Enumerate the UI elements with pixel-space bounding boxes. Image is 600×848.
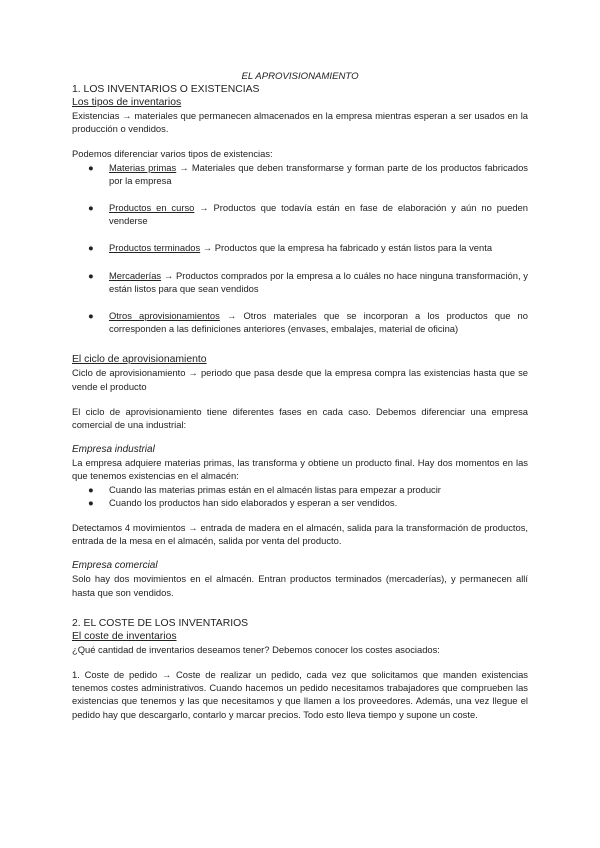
- inventory-types-list: [72, 161, 528, 336]
- comercial-text: Solo hay dos movimientos en el almacén. Entran productos terminados (mercaderías), y permanecen allí hasta que son vendidos.: [72, 573, 528, 598]
- document-page: [72, 70, 528, 721]
- bullet-icon: ●: [88, 496, 94, 508]
- term-description: → Materiales que deben transformarse y forman parte de los productos fabricados por la empresa: [109, 161, 528, 186]
- moment-text: Cuando los productos han sido elaborados y esperan a ser vendidos.: [109, 496, 398, 508]
- term-otros-aprovisionamientos: Otros aprovisionamientos: [109, 310, 220, 322]
- term-description: → Productos que todavía están en fase de elaboración y aún no pueden venderse: [109, 202, 528, 227]
- types-intro: Podemos diferenciar varios tipos de existencias:: [72, 148, 273, 160]
- list-item: [72, 161, 528, 187]
- subheading-empresa-comercial: Empresa comercial: [72, 560, 158, 572]
- moment-text: Cuando las materias primas están en el almacén listas para empezar a producir: [109, 483, 441, 495]
- section1-heading: 1. LOS INVENTARIOS O EXISTENCIAS: [72, 84, 260, 95]
- term-description: → Otros materiales que se incorporan a los productos que no corresponden a las definiciones anteriores (envases, embalajes, material de oficina): [109, 310, 528, 335]
- term-description: → Productos comprados por la empresa a lo cuáles no hace ninguna transformación, y están listos para que sean vendidos: [109, 269, 528, 294]
- ciclo-phases: El ciclo de aprovisionamiento tiene diferentes fases en cada caso. Debemos diferenciar una empresa comercial de una industrial:: [72, 405, 528, 431]
- list-item: [72, 309, 528, 335]
- term-productos-en-curso: Productos en curso: [109, 202, 195, 214]
- term-productos-terminados: Productos terminados: [109, 242, 201, 254]
- industrial-text: La empresa adquiere materias primas, las transforma y obtiene un producto final. Hay dos momentos en las que tenemos existencias en el almacén:: [72, 457, 528, 482]
- industrial-movements: Detectamos 4 movimientos → entrada de madera en el almacén, salida para la transformación de productos, entrada de la mesa en el almacén, salida por venta del producto.: [72, 522, 528, 547]
- existencias-definition: Existencias → materiales que permanecen almacenados en la empresa mientras esperan a ser usados en la producción o vendidos.: [72, 110, 528, 135]
- document-title: EL APROVISIONAMIENTO: [241, 71, 359, 82]
- coste-pedido-text: 1. Coste de pedido → Coste de realizar un pedido, cada vez que solicitamos que manden existencias tenemos costes administrativos. Cuando hacemos un pedido necesitamos trabajadores que comprueben las existencias que tenemos y las que necesitamos y que llamen a los proveedores. Además, una vez llegue el pedido hay que descargarlo, contarlo y marcar precios. Todo esto lleva tiempo y supone un coste.: [72, 669, 528, 720]
- industrial-moments-list: [72, 483, 528, 509]
- subheading-ciclo-aprovisionamiento: El ciclo de aprovisionamiento: [72, 354, 207, 366]
- list-item: [72, 201, 528, 227]
- term-materias-primas: Materias primas: [109, 161, 177, 173]
- subheading-empresa-industrial: Empresa industrial: [72, 444, 155, 456]
- list-item: [72, 269, 528, 295]
- term-mercaderias: Mercaderías: [109, 269, 162, 281]
- coste-question: ¿Qué cantidad de inventarios deseamos tener? Debemos conocer los costes asociados:: [72, 643, 440, 655]
- section2-heading: 2. EL COSTE DE LOS INVENTARIOS: [72, 617, 249, 629]
- bullet-icon: ●: [88, 161, 94, 173]
- list-item: [72, 483, 528, 496]
- bullet-icon: ●: [88, 310, 94, 322]
- bullet-icon: ●: [88, 269, 94, 281]
- ciclo-definition: Ciclo de aprovisionamiento → periodo que pasa desde que la empresa compra las existencias hasta que se vende el producto: [72, 367, 528, 392]
- bullet-icon: ●: [88, 202, 94, 214]
- bullet-icon: ●: [88, 483, 94, 495]
- subheading-tipos-inventarios: Los tipos de inventarios: [72, 97, 182, 108]
- bullet-icon: ●: [88, 242, 94, 254]
- list-item: [72, 496, 528, 509]
- term-description: → Productos que la empresa ha fabricado y están listos para la venta: [200, 242, 493, 254]
- subheading-coste-inventarios: El coste de inventarios: [72, 630, 177, 642]
- list-item: [72, 241, 528, 254]
